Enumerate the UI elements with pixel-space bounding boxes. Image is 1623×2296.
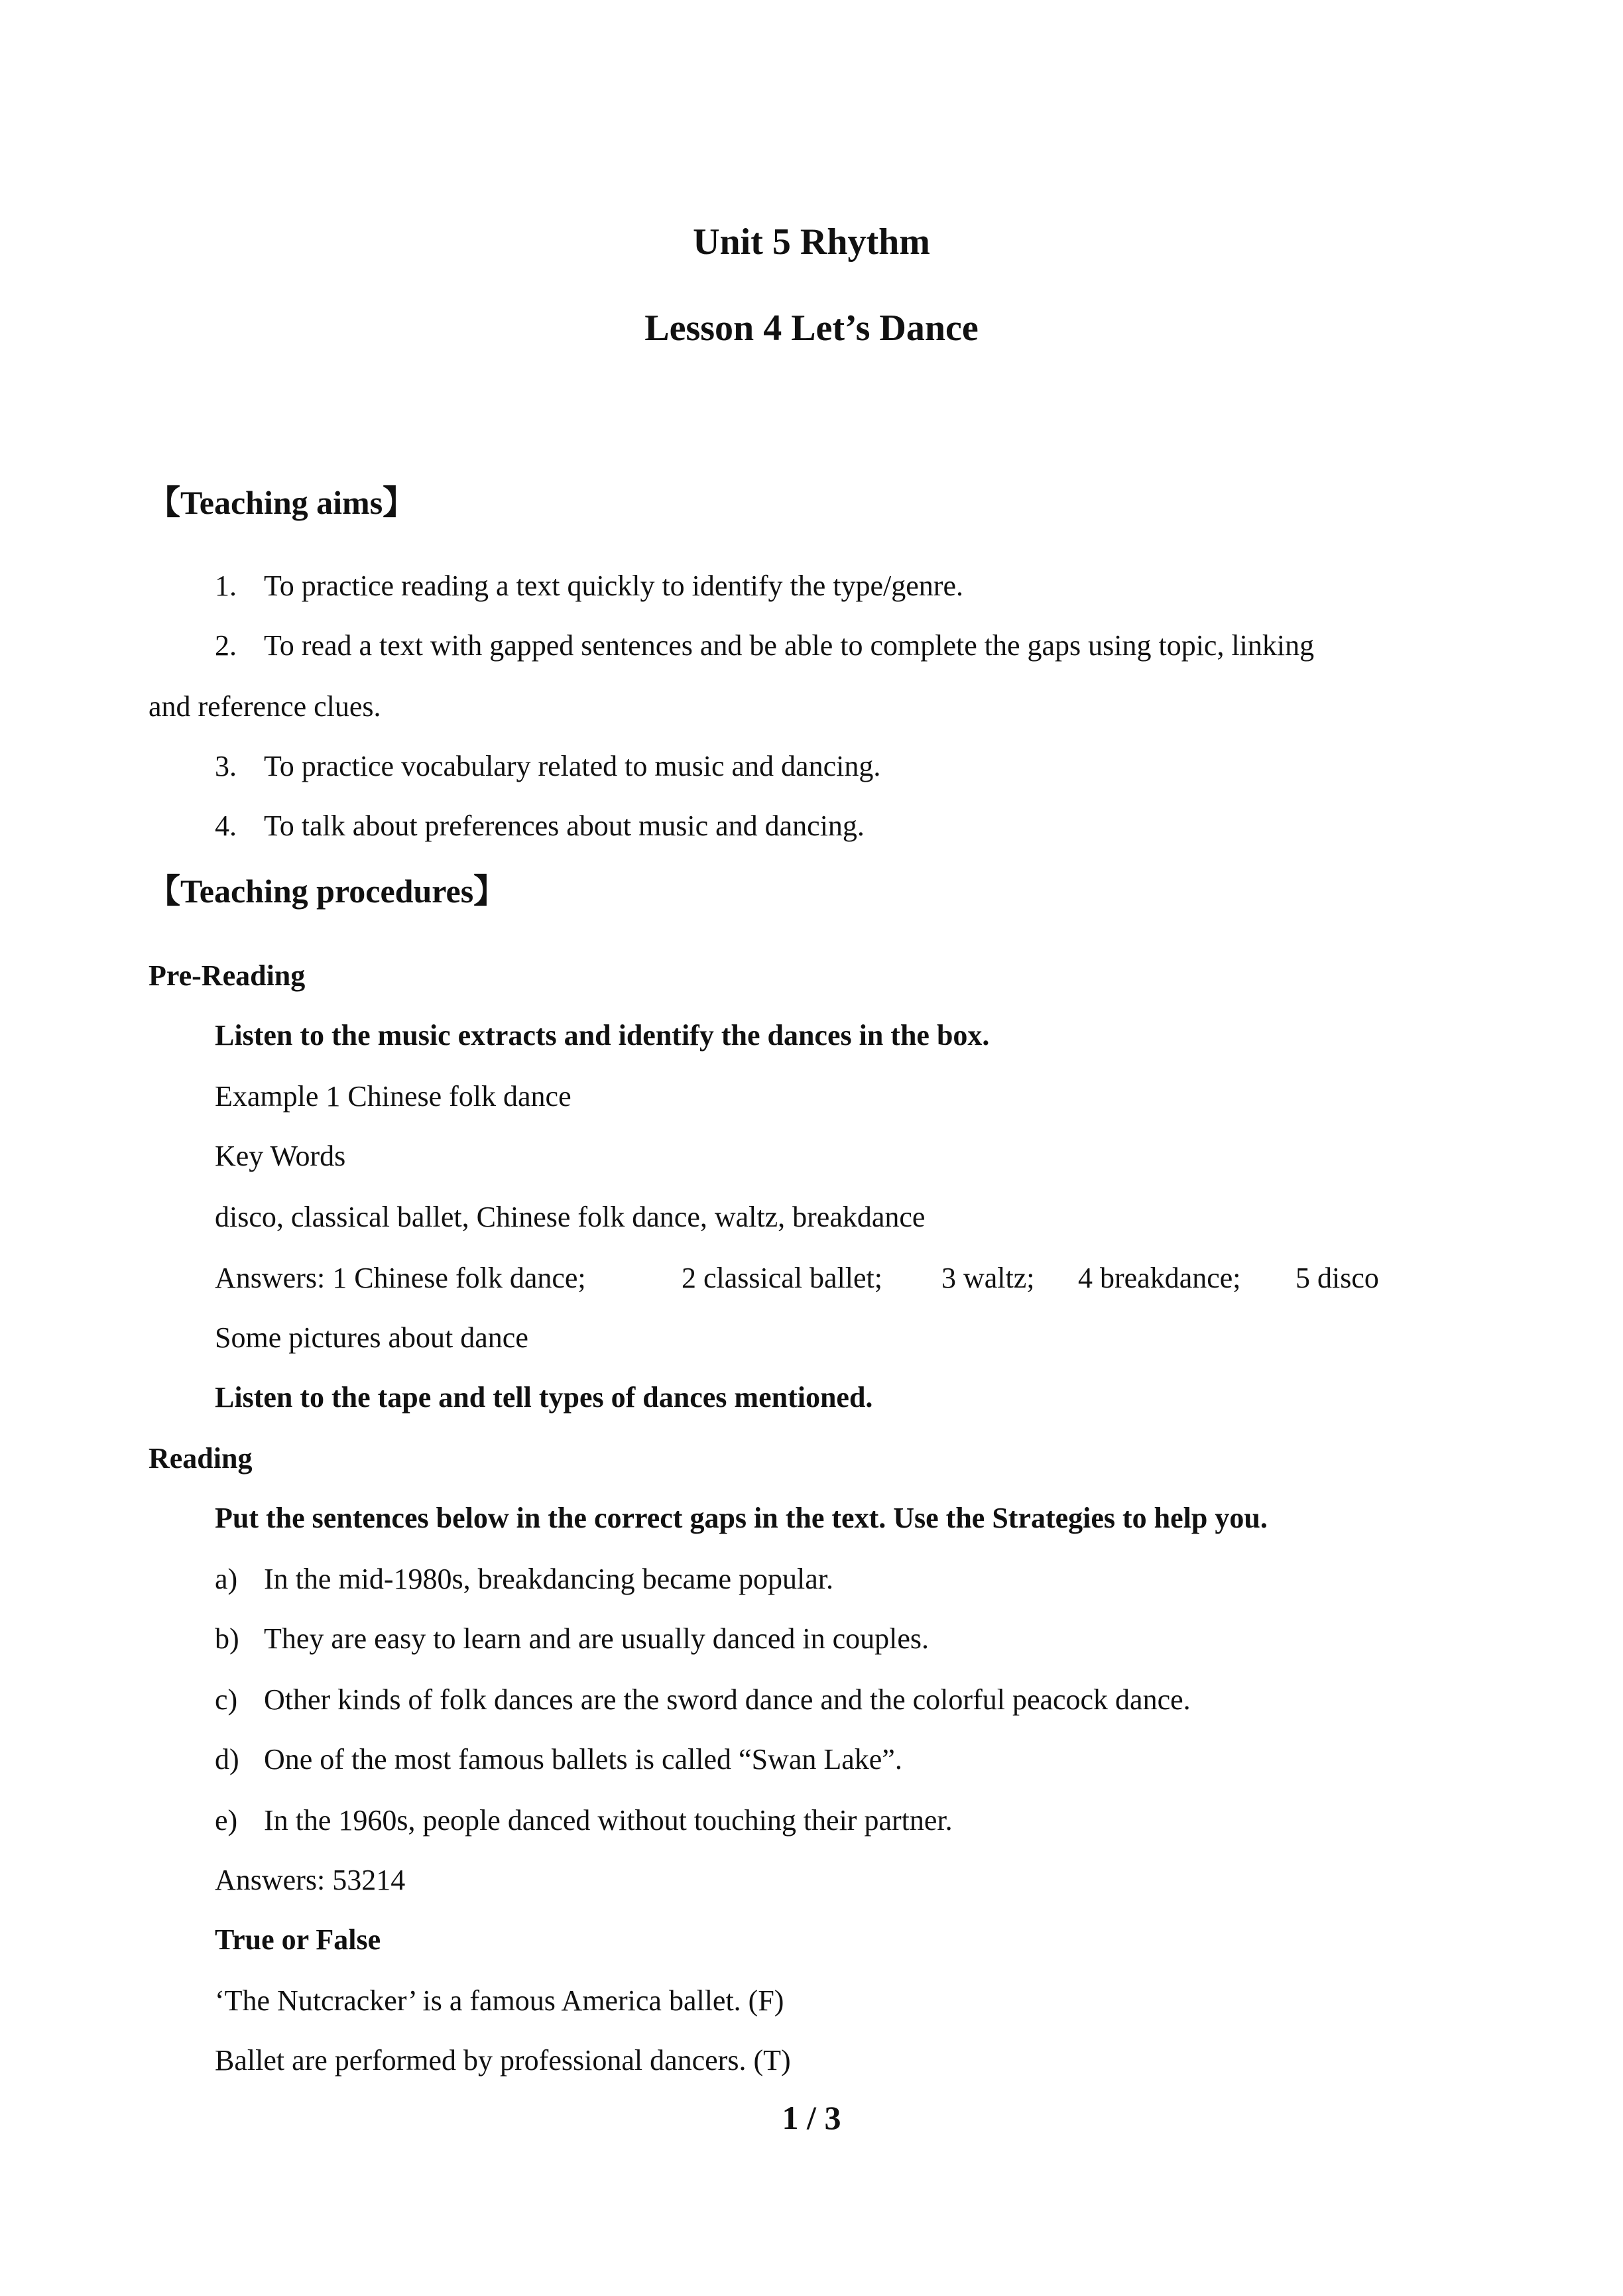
aims-item-text: To read a text with gapped sentences and be able to complete the gaps using topic, linking [264,629,1315,662]
option-label: c) [215,1683,238,1716]
pre-reading-task-1: Listen to the music extracts and identify the dances in the box. [215,1019,990,1052]
reading-heading: Reading [149,1442,253,1475]
option-text: In the mid-1980s, breakdancing became popular. [264,1563,833,1595]
true-false-item: Ballet are performed by professional dancers. (T) [215,2044,791,2077]
lesson-title: Lesson 4 Let’s Dance [644,308,979,349]
unit-title: Unit 5 Rhythm [693,221,930,263]
option-text: Other kinds of folk dances are the sword dance and the colorful peacock dance. [264,1683,1191,1716]
aims-item-number: 3. [215,750,237,782]
aims-item-number: 2. [215,629,237,662]
answer-part: Answers: 1 Chinese folk dance; [215,1262,586,1294]
true-false-item: ‘The Nutcracker’ is a famous America ballet. (F) [215,1984,784,2017]
answer-part: 5 disco [1295,1262,1379,1294]
pictures-line: Some pictures about dance [215,1321,528,1354]
option-label: d) [215,1743,239,1776]
reading-answers: Answers: 53214 [215,1864,406,1896]
key-words-list: disco, classical ballet, Chinese folk dance, waltz, breakdance [215,1201,926,1233]
reading-task: Put the sentences below in the correct gaps in the text. Use the Strategies to help you. [215,1502,1268,1534]
option-text: They are easy to learn and are usually danced in couples. [264,1622,930,1655]
key-words-label: Key Words [215,1140,346,1172]
aims-item-number: 1. [215,570,237,602]
aims-item-text: To practice reading a text quickly to identify the type/genre. [264,570,963,602]
answer-part: 2 classical ballet; [682,1262,882,1294]
example-line: Example 1 Chinese folk dance [215,1080,571,1113]
teaching-procedures-heading: 【Teaching procedures】 [147,873,507,910]
true-false-heading: True or False [215,1923,381,1956]
option-label: b) [215,1622,239,1655]
answer-part: 4 breakdance; [1078,1262,1241,1294]
teaching-aims-heading: 【Teaching aims】 [147,484,416,521]
option-label: e) [215,1804,238,1837]
option-text: One of the most famous ballets is called “Swan Lake”. [264,1743,902,1776]
option-label: a) [215,1563,238,1595]
option-text: In the 1960s, people danced without touching their partner. [264,1804,953,1837]
aims-item-text: To talk about preferences about music and dancing. [264,810,865,842]
answer-part: 3 waltz; [941,1262,1035,1294]
aims-item-text: To practice vocabulary related to music and dancing. [264,750,881,782]
pre-reading-task-2: Listen to the tape and tell types of dances mentioned. [215,1381,873,1414]
pre-reading-heading: Pre-Reading [149,959,306,992]
aims-item-continuation: and reference clues. [149,690,381,723]
page-number: 1 / 3 [782,2099,841,2136]
aims-item-number: 4. [215,810,237,842]
